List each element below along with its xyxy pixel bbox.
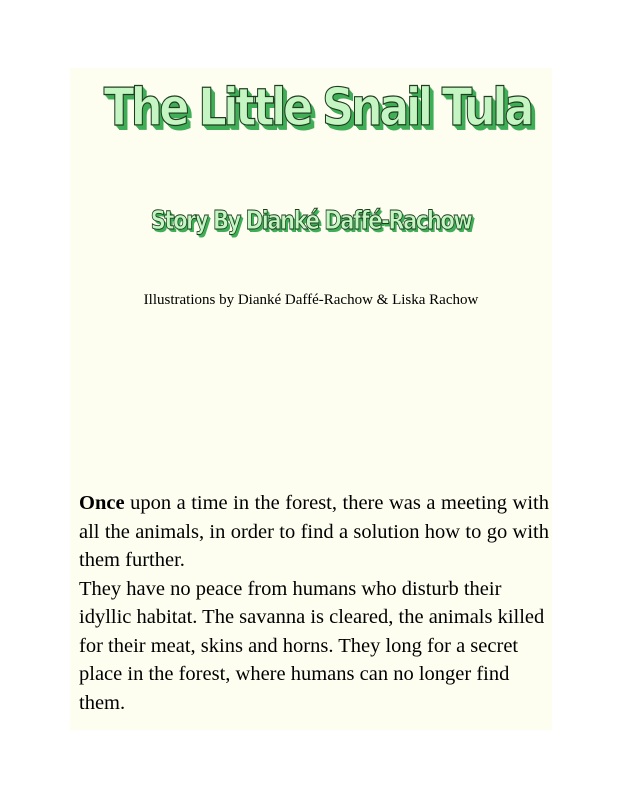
book-page (70, 68, 552, 730)
story-paragraph-1 (79, 489, 549, 575)
book-title: The Little Snail Tula (103, 78, 531, 138)
story-lead-word: Once (79, 492, 125, 514)
illustrations-credit: Illustrations by Dianké Daffé-Rachow & Liska Rachow (143, 292, 479, 308)
story-text (79, 489, 549, 717)
story-paragraph-2: They have no peace from humans who disturb their idyllic habitat. The savanna is cleared, the animals killed for their meat, skins and horns. They long for a secret place in the forest, where humans can no longer find them. (79, 577, 545, 714)
story-paragraph-1-text: upon a time in the forest, there was a meeting with all the animals, in order to find a solution how to go with them further. (79, 492, 550, 571)
author-line: Story By Dianké Daffé-Rachow (150, 206, 472, 236)
